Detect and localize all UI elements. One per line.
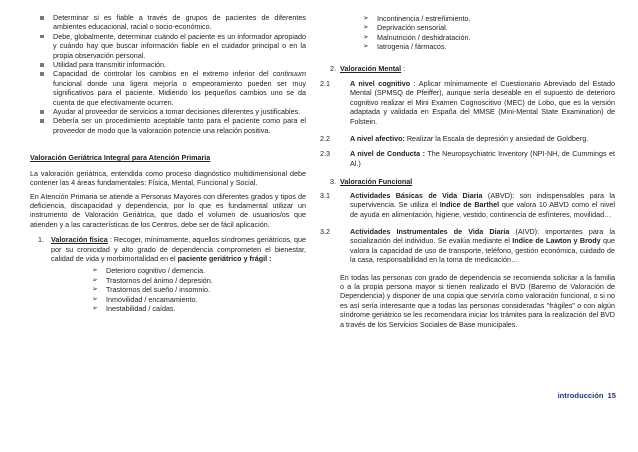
subsection-text: (ABVD): son indispensables para la supervivencia. Se utiliza el — [350, 190, 615, 210]
subsection-number: 3.2 — [320, 226, 330, 236]
subsection-item — [320, 190, 616, 219]
list-item-text: funcional donde una ligera mejoría o empeoramiento pueden ser muy significativos para el paciente. Midiendo los pequeños cambios uno se da cuenta de que efectivamente ocurren. — [53, 78, 306, 107]
list-item: ➢ Incontinencia / estreñimiento. — [363, 14, 615, 23]
italic-term: continuum — [272, 69, 306, 79]
subsection-item — [320, 226, 615, 265]
section-title: Valoración Geriátrica Integral para Atención Primaria — [30, 153, 211, 163]
subsection-title: A nivel afectivo: — [350, 134, 405, 144]
list-item: ➢ Deterioro cognitivo / demencia. — [92, 266, 306, 275]
numbered-item — [30, 235, 306, 263]
list-item: Utilidad para transmitir información. — [30, 60, 306, 69]
subsection-item — [320, 134, 615, 144]
list-item: ➢ Trastornos del sueño / insomnio. — [92, 285, 306, 294]
subsection-title: Actividades Básicas de Vida Diaria — [350, 190, 483, 200]
subsection-title: A nivel de Conducta : — [350, 149, 426, 159]
page-number: 15 — [607, 391, 616, 400]
subsection-item — [320, 149, 616, 168]
paragraph: La valoración geriátrica, entendida como proceso diagnóstico multidimensional debe contener las 4 áreas fundamentales: Física, Mental, Funcional y Social. — [30, 168, 306, 188]
list-item: ➢ Deprivación sensorial. — [363, 23, 615, 32]
list-item: Debe, globalmente, determinar cuándo el paciente es un informador apropiado y cuándo hay que buscar información fiable en el cuidador principal o en la propia observación personal. — [30, 32, 306, 60]
list-item: ➢ Inmovilidad / encamamiento. — [92, 295, 306, 304]
item-text: : Recoger, mínimamente, aquellos síndromes geriátricos, que por su cronicidad y alto grado de dependencia comprometen el bienestar, calidad de vida y morbimortalidad en el — [51, 235, 306, 263]
section-title: Valoración Mental — [340, 63, 402, 73]
subsection-item — [320, 79, 615, 126]
subsection-text: que valora 10 ABVD como el nivel de ayuda en alimentación, higiene, vestido, continencia de esfínteres, movilidad… — [350, 200, 616, 219]
index-name: Indice de Lawton y Brody — [512, 236, 601, 246]
list-item: ➢ Trastornos del ánimo / depresión. — [92, 276, 306, 285]
footer-label: introducción — [557, 391, 604, 400]
item-title: Valoración física — [51, 235, 108, 245]
page-footer — [558, 391, 616, 400]
section-title: Valoración Funcional — [340, 177, 413, 187]
item-number: 1. — [38, 235, 44, 245]
section-colon: : — [401, 63, 406, 73]
list-item-text: Capacidad de controlar los cambios en el extremo inferior del — [53, 69, 273, 79]
subsection-text: (AIVD): importantes para la socialización del individuo. Se evalúa mediante el — [350, 226, 615, 246]
subsection-number: 3.1 — [320, 190, 330, 200]
closing-paragraph: En todas las personas con grado de dependencia se recomienda solicitar a la familia o a la propia persona mayor si tienen realizado el BVD (Baremo de Valoración de Dependencia) y disponer de una copia que serviría como valoración funcional, o si no es así sería interesante que a todas las personas consideradas "frágiles" o con algún síndrome geriátrico se les recomendara iniciar los trámites para la realización del BVD a través de los Servicios Sociales de Base municipales. — [340, 272, 615, 329]
left-column — [30, 0, 306, 313]
list-item: ➢ Inestabilidad / caídas. — [92, 304, 306, 313]
subsection-number: 2.3 — [320, 149, 330, 159]
section-heading — [330, 64, 615, 73]
subsection-text: Realizar la Escala de depresión y ansiedad de Goldberg. — [404, 134, 589, 144]
list-item: ➢ Malnutrición / deshidratación. — [363, 33, 615, 42]
subsection-title: A nivel cognitivo — [350, 79, 411, 89]
syndrome-list-continued — [363, 14, 615, 52]
subsection-text: : Aplicar mínimamente el Cuestionario Abreviado del Estado Mental (SPMSQ de Pfeiffer), aunque sería deseable en el supuesto de deterioro cognitivo realizar el Mini Examen Cognoscitivo (MEC) de Lobo, que es la versión adaptada y validada en España del MMSE (Mini-Mental State Examination) de Folstein. — [350, 79, 615, 126]
list-item: Debería ser un procedimiento aceptable tanto para el paciente como para el proveedor de modo que la valoración potencie una relación positiva. — [30, 116, 306, 135]
item-bold-text: paciente geriátrico y frágil : — [177, 253, 272, 263]
index-name: Indice de Barthel — [439, 200, 500, 210]
subsection-number: 2.2 — [320, 134, 330, 144]
subsection-text: que valora la capacidad de uso de transporte, teléfono, gestión económica, cuidado de la casa, responsabilidad en la toma de medicación… — [350, 236, 615, 265]
section-heading — [330, 177, 615, 186]
list-item: ➢ Iatrogenia / fármacos. — [363, 42, 615, 51]
section-number: 3. — [330, 177, 336, 187]
criteria-bullet-list — [30, 13, 306, 135]
section-number: 2. — [330, 63, 336, 73]
list-item: Ayudar al proveedor de servicios a tomar decisiones diferentes y justificables. — [30, 107, 306, 116]
list-item: Determinar si es fiable a través de grupos de pacientes de diferentes ambientes educacional, racial o socio-económico. — [30, 13, 306, 32]
right-column — [320, 0, 616, 329]
subsection-number: 2.1 — [320, 79, 330, 89]
paragraph: En Atención Primaria se atiende a Personas Mayores con diferentes grados y tipos de deficiencia, discapacidad y dependencia, por lo que es fundamental utilizar un instrumento de Valoración Geriátrica, que dado el volumen de usuarios/os que atienden y a las características de los Centros, debe ser de fácil aplicación. — [30, 191, 306, 229]
syndrome-list — [92, 266, 306, 313]
list-item — [30, 69, 306, 107]
subsection-text: The Neuropsychiatric Inventory (NPI-NH, de Cummings et Al.) — [350, 149, 616, 168]
subsection-title: Actividades Instrumentales de Vida Diaria — [350, 226, 510, 236]
